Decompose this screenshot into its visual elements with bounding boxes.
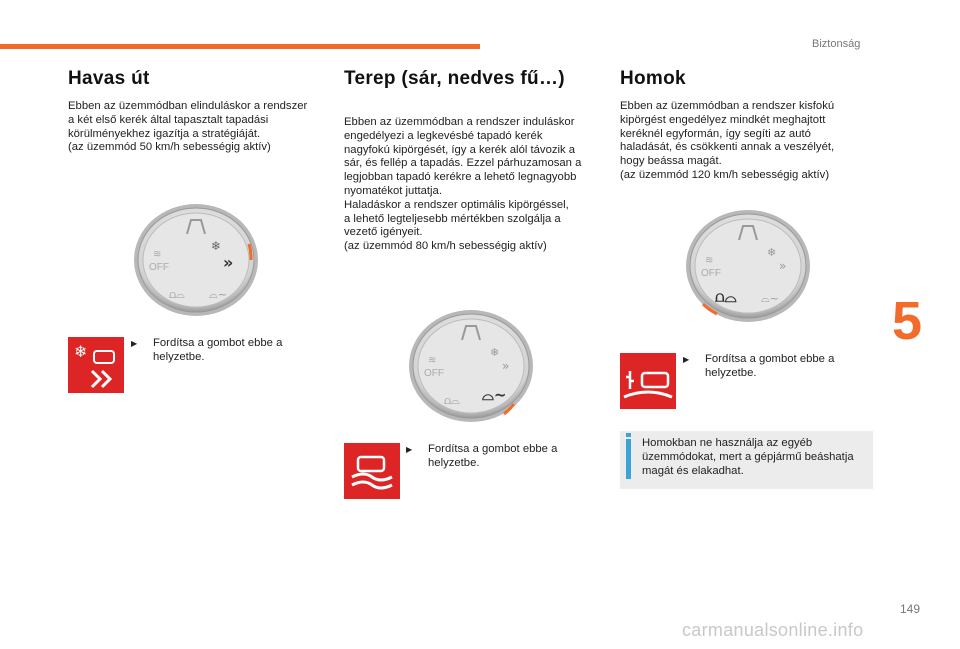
svg-text:❄: ❄ [767, 246, 777, 259]
svg-text:»: » [779, 259, 787, 273]
svg-text:≋: ≋ [153, 249, 162, 260]
mode-dial-mud [406, 308, 536, 424]
body-mud: Ebben az üzemmódban a rendszer induláskor engedélyezi a legkevésbé tapadó kerék nagyfokú kipörgését, így a kerék alól távozik a sár, és fellép a tapadás. Ezzel párhuzamosan a legjobban tapadó kerékre a lehető legnagyobb nyomatékot juttatja. Haladáskor a rendszer optimális kipörgéssel, a lehető legteljesebb mértékben szolgálja a vezető igényeit. (az üzemmód 80 km/h sebességig aktív) [344, 116, 582, 253]
snow-mode-icon [68, 337, 124, 393]
instruction-sand: ▶ Fordítsa a gombot ebbe a helyzetbe. [683, 353, 835, 379]
mode-dial-sand [683, 208, 813, 324]
section-label: Biztonság [812, 38, 861, 50]
svg-text:⩍⌓: ⩍⌓ [169, 288, 185, 301]
watermark: carmanualsonline.info [682, 620, 864, 640]
svg-text:⌓~: ⌓~ [209, 288, 227, 301]
instruction-mud: ▶ Fordítsa a gombot ebbe a helyzetbe. [406, 443, 558, 469]
svg-text:≋: ≋ [705, 255, 714, 266]
svg-text:»: » [502, 359, 510, 373]
body-sand: Ebben az üzemmódban a rendszer kisfokú kipörgést engedélyez mindkét meghajtott keréknél egyformán, így segíti az autó haladását, és csökkenti annak a veszélyét, hogy beássa magát. (az üzemmód 120 km/h sebességig aktív) [620, 100, 835, 181]
title-mud: Terep (sár, nedves fű…) [344, 68, 565, 89]
header-accent-bar [0, 44, 480, 49]
dial-mud-icon: ⌓~ [482, 386, 507, 404]
svg-text:⩍⌓: ⩍⌓ [444, 394, 460, 407]
bullet-icon: ▶ [683, 355, 690, 364]
bullet-icon: ▶ [406, 445, 413, 454]
info-icon [626, 433, 631, 437]
info-note-text: Homokban ne használja az egyéb üzemmódokat, mert a gépjármű beáshatja magát és elakadhat. [642, 437, 854, 477]
dial-sand-icon: ⩍⌓ [715, 288, 737, 306]
svg-text:❄: ❄ [490, 346, 500, 359]
instruction-snow: ▶ Fordítsa a gombot ebbe a helyzetbe. [131, 337, 283, 363]
svg-text:⌓~: ⌓~ [761, 292, 779, 305]
dial-off-label: OFF [424, 368, 444, 379]
dial-snow-icon: ❄ [211, 239, 222, 253]
svg-text:»: » [223, 253, 234, 272]
dial-off-label: OFF [701, 268, 721, 279]
page-number: 149 [900, 602, 921, 616]
svg-text:❄: ❄ [74, 342, 88, 361]
sand-mode-icon [620, 353, 676, 409]
title-snow: Havas út [68, 68, 150, 89]
mode-dial-snow [131, 202, 261, 318]
title-sand: Homok [620, 68, 686, 89]
body-snow: Ebben az üzemmódban elinduláskor a rendszer a két első kerék által tapasztalt tapadási körülményekhez igazítja a stratégiáját. (az üzemmód 50 km/h sebességig aktív) [68, 100, 308, 154]
chapter-number: 5 [892, 291, 923, 351]
info-note [620, 431, 873, 489]
dial-off-label: OFF [149, 262, 169, 273]
svg-text:≋: ≋ [428, 355, 437, 366]
bullet-icon: ▶ [131, 339, 138, 348]
mud-mode-icon [344, 443, 400, 499]
